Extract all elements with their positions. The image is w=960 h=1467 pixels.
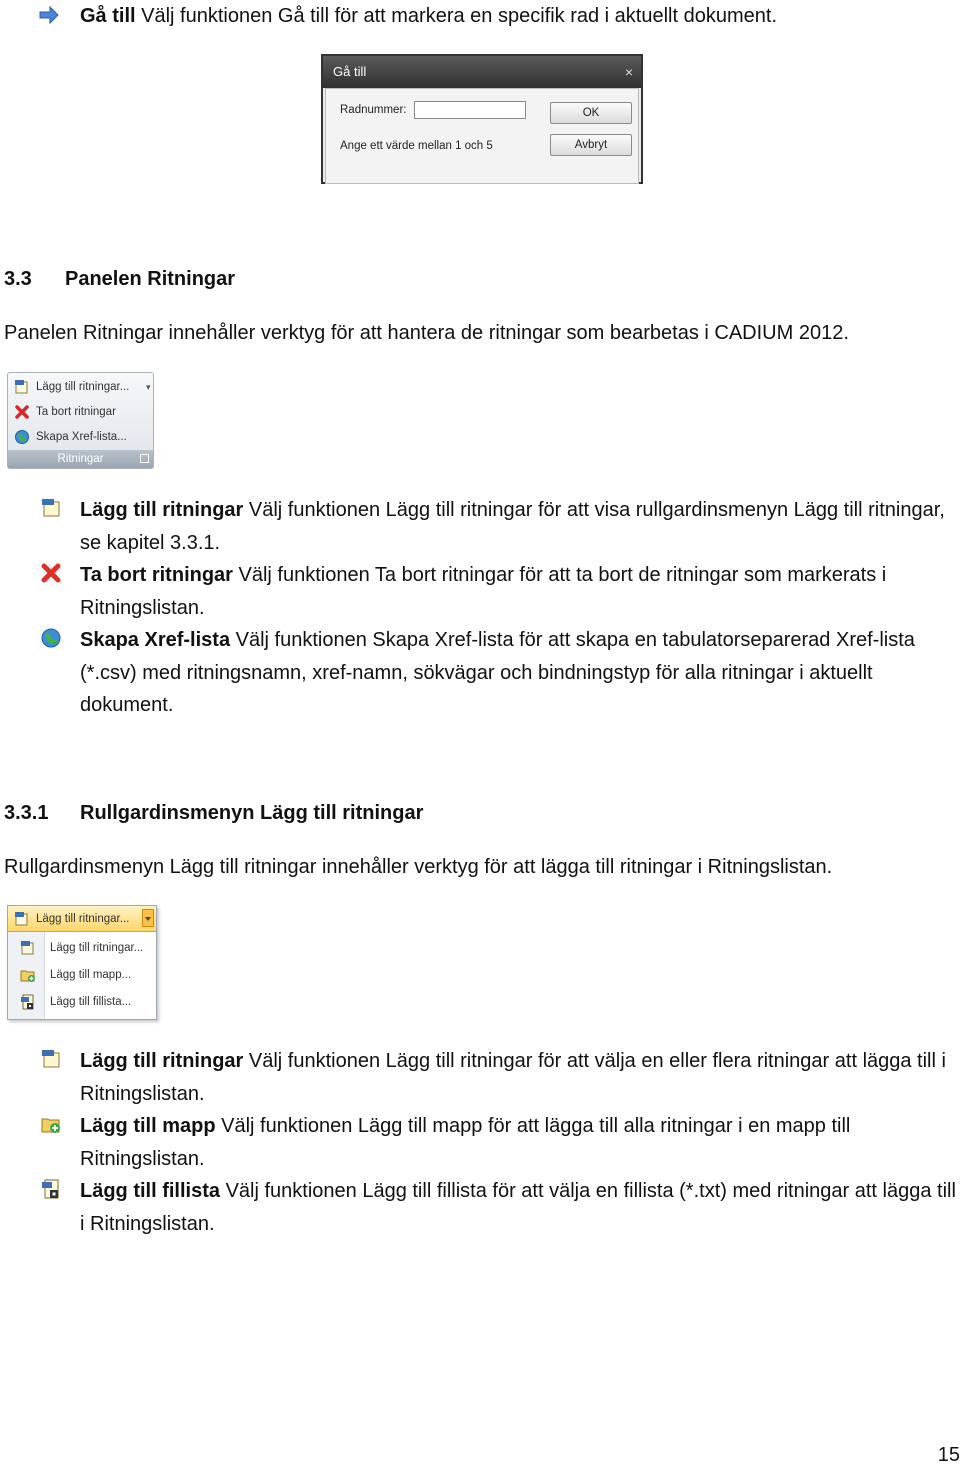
row-number-label: Radnummer: — [340, 104, 407, 116]
globe-icon — [40, 627, 62, 649]
dropdown-header-button[interactable] — [8, 906, 156, 932]
section-3-3-1-number: 3.3.1 — [4, 802, 49, 824]
section-3-3-intro: Panelen Ritningar innehåller verktyg för att hantera de ritningar som bearbetas i CADIUM 2012. — [4, 322, 849, 344]
goto-description — [80, 0, 960, 33]
ritningar-panel — [7, 372, 154, 469]
panel-add-drawings-label: Lägg till ritningar... — [36, 381, 130, 393]
bullet-dd-add-filelist-term: Lägg till fillista — [80, 1180, 221, 1202]
globe-icon — [14, 429, 30, 445]
goto-dialog-titlebar — [323, 56, 641, 88]
page-number: 15 — [937, 1444, 960, 1466]
add-filelist-icon — [20, 994, 36, 1010]
panel-add-drawings-button[interactable] — [14, 376, 150, 398]
bullet-dd-add-folder-text: Välj funktionen Lägg till mapp för att lägga till alla ritningar i en mapp till Ritningslistan. — [80, 1115, 851, 1170]
section-3-3-title: Panelen Ritningar — [65, 268, 236, 290]
row-number-input[interactable] — [414, 101, 526, 119]
add-drawings-icon — [40, 497, 62, 519]
panel-remove-drawings-button[interactable] — [14, 401, 150, 423]
dropdown-item-add-filelist-label: Lägg till fillista... — [50, 996, 132, 1008]
goto-dialog-title: Gå till — [333, 64, 367, 79]
bullet-add-drawings-term: Lägg till ritningar — [80, 499, 244, 521]
add-drawings-icon — [14, 911, 30, 927]
add-folder-icon — [20, 967, 36, 983]
bullet-remove-drawings-text: Välj funktionen Ta bort ritningar för att ta bort de ritningar som markerats i Ritningslistan. — [80, 564, 887, 619]
goto-text: Välj funktionen Gå till för att markera en specifik rad i aktuellt dokument. — [135, 5, 777, 27]
bullet-dd-add-filelist — [80, 1175, 960, 1240]
bullet-dd-add-drawings-term: Lägg till ritningar — [80, 1050, 244, 1072]
goto-dialog-body — [325, 88, 639, 184]
bullet-add-drawings — [80, 494, 960, 559]
bullet-dd-add-folder-term: Lägg till mapp — [80, 1115, 216, 1137]
add-filelist-icon — [40, 1178, 62, 1200]
red-x-icon — [40, 562, 62, 584]
add-drawings-icon — [20, 940, 36, 956]
bullet-dd-add-filelist-text: Välj funktionen Lägg till fillista för att välja en fillista (*.txt) med ritningar att lägga till i Ritningslistan. — [80, 1180, 956, 1235]
red-x-icon — [14, 404, 30, 420]
goto-term: Gå till — [80, 5, 136, 27]
bullet-remove-drawings — [80, 559, 960, 624]
arrow-right-icon — [38, 4, 60, 26]
bullet-xref-list-text: Välj funktionen Skapa Xref-lista för att skapa en tabulatorseparerad Xref-lista (*.csv) med ritningsnamn, xref-namn, sökvägar och bindningstyp för alla ritningar i aktuellt dokument. — [80, 629, 915, 716]
dropdown-header-label: Lägg till ritningar... — [36, 913, 130, 925]
ok-button[interactable]: OK — [550, 102, 632, 124]
chevron-down-icon[interactable]: ▾ — [146, 382, 151, 392]
dropdown-item-add-folder-label: Lägg till mapp... — [50, 969, 132, 981]
dropdown-item-add-folder[interactable] — [8, 962, 156, 988]
add-drawings-icon — [40, 1048, 62, 1070]
bullet-dd-add-drawings-text: Välj funktionen Lägg till ritningar för att välja en eller flera ritningar att lägga till i Ritningslistan. — [80, 1050, 946, 1105]
dialog-launcher-icon[interactable] — [140, 454, 149, 463]
dropdown-item-add-drawings-label: Lägg till ritningar... — [50, 942, 144, 954]
goto-dialog — [321, 54, 643, 184]
row-number-hint: Ange ett värde mellan 1 och 5 — [340, 140, 493, 152]
dropdown-item-add-drawings[interactable] — [8, 935, 156, 961]
panel-remove-drawings-label: Ta bort ritningar — [36, 406, 116, 418]
chevron-down-icon[interactable] — [142, 909, 154, 927]
panel-footer-label: Ritningar — [57, 453, 104, 465]
add-drawings-icon — [14, 379, 30, 395]
bullet-dd-add-folder — [80, 1110, 960, 1175]
add-folder-icon — [40, 1113, 62, 1135]
cancel-button[interactable]: Avbryt — [550, 134, 632, 156]
panel-xref-list-button[interactable] — [14, 426, 150, 448]
section-3-3-1-title: Rullgardinsmenyn Lägg till ritningar — [80, 802, 424, 824]
section-3-3-1-intro: Rullgardinsmenyn Lägg till ritningar innehåller verktyg för att lägga till ritningar i Ritningslistan. — [4, 856, 833, 878]
bullet-dd-add-drawings — [80, 1045, 960, 1110]
panel-footer — [8, 450, 153, 468]
section-3-3-number: 3.3 — [4, 268, 32, 290]
bullet-add-drawings-text: Välj funktionen Lägg till ritningar för att visa rullgardinsmenyn Lägg till ritningar, se kapitel 3.3.1. — [80, 499, 945, 554]
bullet-xref-list — [80, 624, 960, 722]
bullet-xref-list-term: Skapa Xref-lista — [80, 629, 231, 651]
panel-xref-list-label: Skapa Xref-lista... — [36, 431, 127, 443]
dropdown-item-add-filelist[interactable] — [8, 989, 156, 1015]
close-icon[interactable]: × — [624, 64, 633, 80]
add-drawings-dropdown — [7, 905, 157, 1020]
bullet-remove-drawings-term: Ta bort ritningar — [80, 564, 233, 586]
